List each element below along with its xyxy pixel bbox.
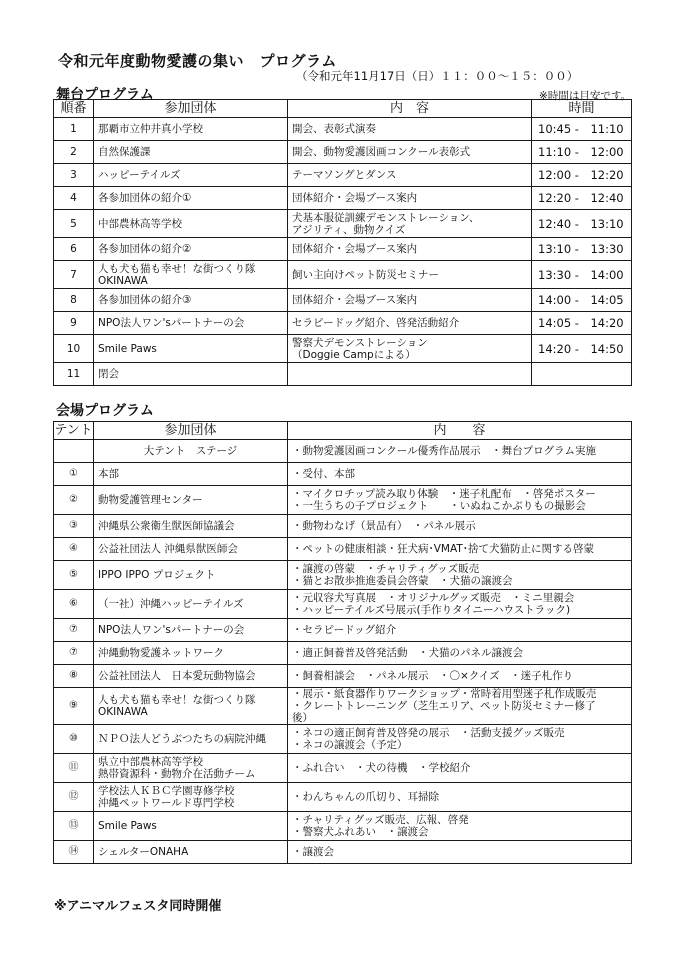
tent-number [54, 440, 94, 463]
group-name-line: 自然保護課 [98, 146, 151, 158]
booth-content-line: ・動物愛護図画コンクール優秀作品展示 ・舞台プログラム実施 [292, 445, 596, 457]
table-row [54, 335, 632, 363]
tent-number: ⑧ [54, 665, 94, 688]
booth-content [288, 515, 632, 538]
tent-number: ⑩ [54, 725, 94, 754]
tent-number: ⑦ [54, 619, 94, 642]
booth-content-line: ・チャリティグッズ販売、広報、啓発 [292, 814, 469, 826]
group-name-line: ハッピーテイルズ [98, 169, 181, 181]
program-content-line: （Doggie Campによる） [292, 348, 416, 361]
booth-content [288, 754, 632, 783]
time-range [532, 363, 632, 386]
program-content [288, 363, 532, 386]
group-name-line: （一社）沖縄ハッピーテイルズ [98, 598, 244, 610]
time-range: 12:20 - 12:40 [532, 187, 632, 210]
time-range: 13:30 - 14:00 [532, 261, 632, 289]
tent-number: ⑨ [54, 688, 94, 725]
group-name-line: 中部農林高等学校 [98, 217, 182, 230]
group-name [94, 118, 288, 141]
order-number: 9 [54, 312, 94, 335]
header-group: 参加団体 [94, 422, 288, 440]
group-name-line: 人も犬も猫も幸せ！な街つくり隊 [98, 694, 256, 706]
table-row [54, 363, 632, 386]
table-row [54, 486, 632, 515]
booth-content [288, 783, 632, 812]
group-name [94, 783, 288, 812]
table-row [54, 688, 632, 725]
order-number: 6 [54, 238, 94, 261]
group-name [94, 754, 288, 783]
program-content-line: セラピードッグ紹介、啓発活動紹介 [292, 317, 460, 329]
group-name [94, 261, 288, 289]
table-row [54, 590, 632, 619]
tent-number: ⑦ [54, 642, 94, 665]
booth-content-line: 後） [292, 712, 313, 724]
booth-content-line: ・元収容犬写真展 ・オリジナルグッズ販売 ・ミニ里親会 [292, 592, 575, 604]
time-range: 12:40 - 13:10 [532, 210, 632, 238]
time-range: 14:20 - 14:50 [532, 335, 632, 363]
order-number: 3 [54, 164, 94, 187]
program-content [288, 118, 532, 141]
table-row [54, 118, 632, 141]
event-date: （令和元年11月17日（日）１１：００～１５：００） [296, 69, 579, 83]
booth-content [288, 688, 632, 725]
booth-content [288, 841, 632, 864]
time-range: 14:05 - 14:20 [532, 312, 632, 335]
group-name [94, 841, 288, 864]
footer-note: ※アニマルフェスタ同時開催 [54, 899, 222, 914]
group-name-line: 沖縄ペットワールド専門学校 [98, 797, 235, 809]
group-name [94, 141, 288, 164]
group-name-line: 沖縄動物愛護ネットワーク [98, 647, 224, 659]
group-name-line: 学校法人ＫＢＣ学園専修学校 [98, 785, 235, 797]
group-name-line: 大テント ステージ [143, 445, 238, 457]
program-content-line: 団体紹介・会場ブース案内 [292, 243, 418, 255]
table-row [54, 515, 632, 538]
table-row [54, 187, 632, 210]
tent-number: ④ [54, 538, 94, 561]
booth-content-line: ・セラピードッグ紹介 [292, 624, 397, 636]
time-range: 13:10 - 13:30 [532, 238, 632, 261]
booth-content-line: ・警察犬ふれあい ・譲渡会 [292, 826, 429, 838]
table-row [54, 538, 632, 561]
tent-number: ⑪ [54, 754, 94, 783]
booth-content-line: ・受付、本部 [292, 468, 355, 480]
booth-content [288, 619, 632, 642]
program-content [288, 187, 532, 210]
booth-content [288, 665, 632, 688]
booth-content [288, 725, 632, 754]
booth-content-line: ・適正飼養普及啓発活動 ・犬猫のパネル譲渡会 [292, 647, 523, 659]
group-name-line: Smile Paws [98, 342, 157, 355]
group-name-line: 県立中部農林高等学校 [98, 756, 203, 768]
group-name-line: 那覇市立仲井真小学校 [98, 123, 203, 135]
booth-content-line: ・ネコの譲渡会（予定） [292, 739, 408, 751]
booth-content-line: ・ネコの適正飼育普及啓発の展示 ・活動支援グッズ販売 [292, 727, 565, 739]
table-row [54, 783, 632, 812]
booth-content-line: ・ふれ合い ・犬の待機 ・学校紹介 [292, 762, 471, 774]
booth-content [288, 440, 632, 463]
program-content [288, 312, 532, 335]
group-name [94, 440, 288, 463]
tent-number: ⑭ [54, 841, 94, 864]
table-row [54, 812, 632, 841]
venue-table-header [54, 422, 632, 440]
tent-number: ① [54, 463, 94, 486]
group-name [94, 619, 288, 642]
group-name [94, 725, 288, 754]
group-name [94, 812, 288, 841]
tent-number: ③ [54, 515, 94, 538]
group-name [94, 486, 288, 515]
program-content [288, 164, 532, 187]
table-row [54, 141, 632, 164]
table-row [54, 289, 632, 312]
header-time: 時間 [532, 100, 632, 118]
table-row [54, 754, 632, 783]
group-name [94, 238, 288, 261]
group-name [94, 515, 288, 538]
group-name [94, 363, 288, 386]
group-name-line: Smile Paws [98, 820, 157, 832]
booth-content-line: ・クレートトレーニング（芝生エリア、ペット防災セミナー修了 [292, 700, 596, 712]
header-content: 内 容 [288, 422, 632, 440]
program-content [288, 261, 532, 289]
group-name-line: 公益社団法人 日本愛玩動物協会 [98, 670, 256, 682]
group-name-line: シェルターONAHA [98, 846, 189, 858]
header-order: 順番 [54, 100, 94, 118]
table-row [54, 841, 632, 864]
group-name-line: 公益社団法人 沖縄県獣医師会 [98, 543, 238, 555]
tent-number: ② [54, 486, 94, 515]
group-name-line: ＮＰＯ法人どうぶつたちの病院沖縄 [98, 733, 266, 745]
table-row [54, 642, 632, 665]
header-content: 内 容 [288, 100, 532, 118]
booth-content-line: ・一生うちの子プロジェクト ・いぬねこかぶりもの撮影会 [292, 500, 586, 512]
group-name [94, 210, 288, 238]
program-content-line: 団体紹介・会場ブース案内 [292, 294, 418, 306]
group-name-line: OKINAWA [98, 706, 148, 718]
group-name [94, 538, 288, 561]
group-name-line: 本部 [98, 468, 119, 480]
header-group: 参加団体 [94, 100, 288, 118]
table-row [54, 440, 632, 463]
order-number: 10 [54, 335, 94, 363]
table-row [54, 665, 632, 688]
order-number: 2 [54, 141, 94, 164]
program-content-line: 犬基本服従訓練デモンストレーション、 [292, 211, 480, 224]
program-content [288, 238, 532, 261]
booth-content-line: ・展示・紙食器作りワークショップ・常時着用型迷子札作成販売 [292, 688, 597, 700]
group-name [94, 335, 288, 363]
tent-number: ⑫ [54, 783, 94, 812]
order-number: 1 [54, 118, 94, 141]
table-row [54, 463, 632, 486]
program-content [288, 141, 532, 164]
program-content [288, 210, 532, 238]
table-row [54, 238, 632, 261]
group-name-line: 各参加団体の紹介① [98, 192, 192, 204]
booth-content-line: ・ハッピーテイルズ号展示(手作りタイニーハウストラック) [292, 604, 571, 616]
program-content-line: テーマソングとダンス [292, 169, 397, 181]
booth-content-line: ・飼養相談会 ・パネル展示 ・〇×クイズ ・迷子札作り [292, 670, 574, 682]
venue-section-title: 会場プログラム [56, 403, 154, 419]
time-range: 10:45 - 11:10 [532, 118, 632, 141]
program-content-line: 開会、動物愛護図画コンクール表彰式 [292, 146, 471, 158]
group-name [94, 164, 288, 187]
program-content-line: 飼い主向けペット防災セミナー [292, 268, 439, 281]
table-row [54, 210, 632, 238]
group-name-line: 熱帯資源科・動物介在活動チーム [98, 768, 256, 780]
group-name-line: 動物愛護管理センター [98, 494, 203, 506]
booth-content-line: ・譲渡会 [292, 846, 334, 858]
stage-section-title: 舞台プログラム [56, 87, 154, 103]
program-content [288, 289, 532, 312]
group-name-line: NPO法人ワン'sパートナーの会 [98, 317, 245, 329]
booth-content [288, 812, 632, 841]
group-name [94, 561, 288, 590]
booth-content-line: ・猫とお散歩推進委員会啓蒙 ・犬猫の譲渡会 [292, 575, 513, 587]
booth-content [288, 463, 632, 486]
group-name-line: 閉会 [98, 368, 119, 380]
program-content [288, 335, 532, 363]
table-row [54, 561, 632, 590]
tent-number: ⑬ [54, 812, 94, 841]
group-name [94, 590, 288, 619]
group-name [94, 688, 288, 725]
group-name-line: 各参加団体の紹介② [98, 243, 192, 255]
time-range: 11:10 - 12:00 [532, 141, 632, 164]
group-name [94, 463, 288, 486]
booth-content [288, 642, 632, 665]
booth-content-line: ・ペットの健康相談・狂犬病･VMAT･捨て犬猫防止に関する啓蒙 [292, 543, 595, 555]
order-number: 11 [54, 363, 94, 386]
program-content-line: アジリティ、動物クイズ [292, 223, 406, 236]
table-row [54, 725, 632, 754]
program-content-line: 開会、表彰式演奏 [292, 123, 376, 135]
table-row [54, 261, 632, 289]
order-number: 5 [54, 210, 94, 238]
booth-content-line: ・わんちゃんの爪切り、耳掃除 [292, 791, 439, 803]
time-range: 12:00 - 12:20 [532, 164, 632, 187]
order-number: 8 [54, 289, 94, 312]
stage-program-table [53, 99, 632, 386]
booth-content [288, 590, 632, 619]
table-row [54, 164, 632, 187]
order-number: 7 [54, 261, 94, 289]
booth-content-line: ・譲渡の啓蒙 ・チャリティグッズ販売 [292, 563, 480, 575]
table-row [54, 619, 632, 642]
table-row [54, 312, 632, 335]
group-name-line: 各参加団体の紹介③ [98, 294, 192, 306]
booth-content-line: ・動物わなげ（景品有） ・パネル展示 [292, 520, 476, 532]
order-number: 4 [54, 187, 94, 210]
time-range: 14:00 - 14:05 [532, 289, 632, 312]
group-name [94, 312, 288, 335]
group-name-line: 人も犬も猫も幸せ！な街つくり隊 [98, 262, 256, 275]
booth-content [288, 538, 632, 561]
venue-program-table [53, 421, 632, 864]
booth-content [288, 486, 632, 515]
group-name [94, 642, 288, 665]
time-note: ※時間は目安です。 [539, 90, 631, 102]
booth-content [288, 561, 632, 590]
program-content-line: 団体紹介・会場ブース案内 [292, 192, 418, 204]
group-name [94, 289, 288, 312]
program-content-line: 警察犬デモンストレーション [292, 336, 428, 349]
header-tent: テント [54, 422, 93, 438]
group-name-line: IPPO IPPO プロジェクト [98, 569, 216, 581]
tent-number: ⑥ [54, 590, 94, 619]
tent-number: ⑤ [54, 561, 94, 590]
booth-content-line: ・マイクロチップ読み取り体験 ・迷子札配布 ・啓発ポスター [292, 488, 596, 500]
group-name-line: 沖縄県公衆衛生獣医師協議会 [98, 520, 235, 532]
group-name-line: NPO法人ワン'sパートナーの会 [98, 624, 245, 636]
group-name-line: OKINAWA [98, 274, 148, 287]
stage-table-header [54, 100, 632, 118]
group-name [94, 665, 288, 688]
group-name [94, 187, 288, 210]
document-title: 令和元年度動物愛護の集い プログラム [58, 52, 337, 70]
